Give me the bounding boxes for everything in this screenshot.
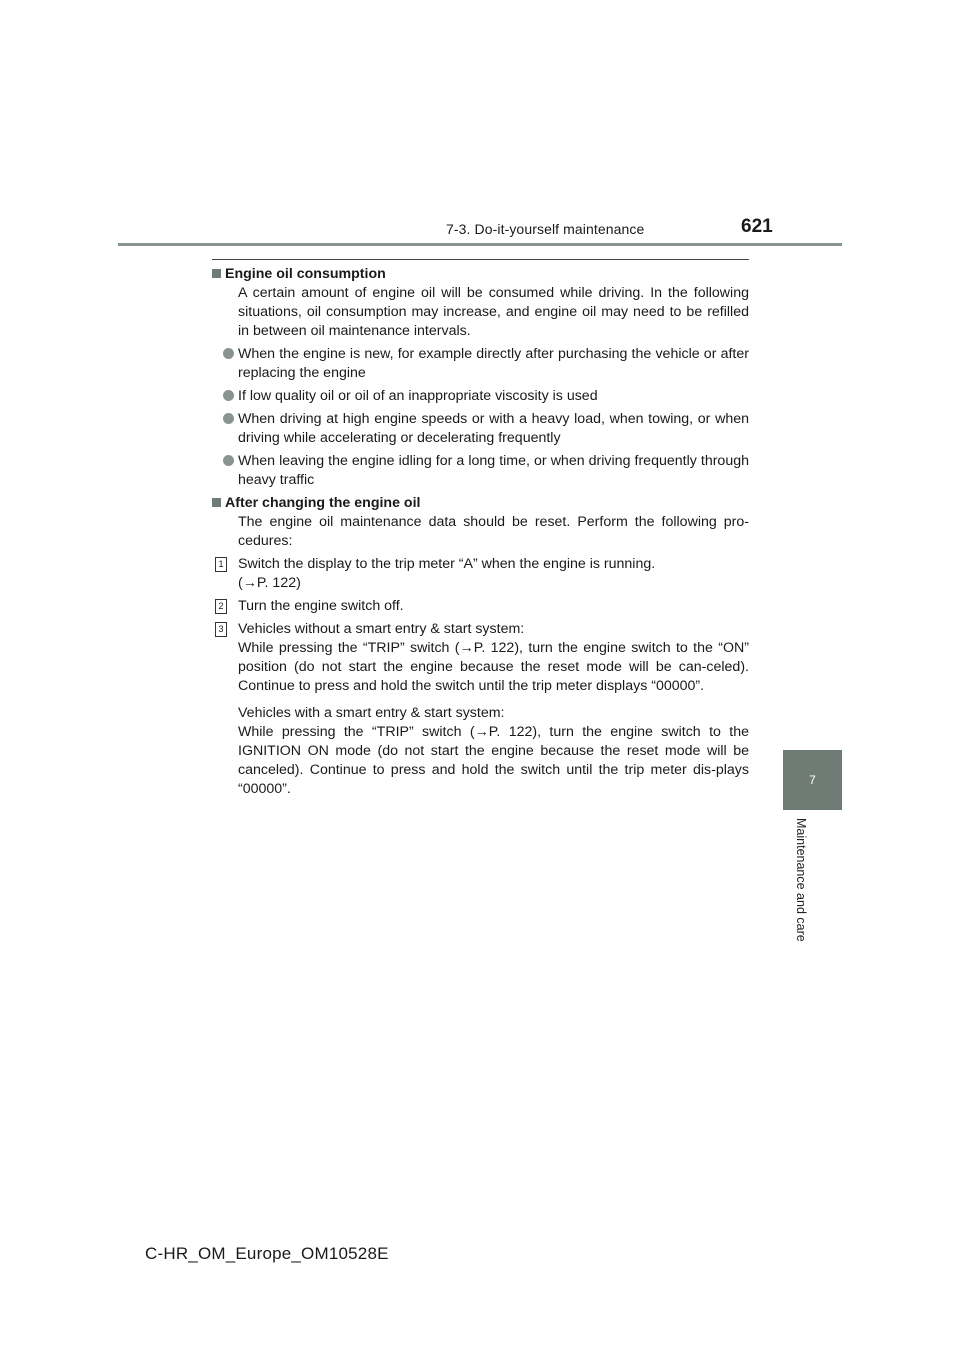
step-number-box: 1 — [215, 557, 227, 572]
section-title: 7-3. Do-it-yourself maintenance — [446, 221, 645, 237]
step-number-box: 2 — [215, 599, 227, 614]
square-bullet-icon — [212, 498, 221, 507]
chapter-number: 7 — [809, 773, 816, 787]
circle-bullet-icon — [223, 390, 234, 401]
header-divider — [118, 243, 842, 246]
section-heading: After changing the engine oil — [212, 494, 749, 513]
step-item: 2 Turn the engine switch off. — [212, 597, 749, 616]
circle-bullet-icon — [223, 455, 234, 466]
step-item: 1 Switch the display to the trip meter “A” when the engine is running. (→P. 122) — [212, 555, 749, 593]
square-bullet-icon — [212, 269, 221, 278]
list-item: When the engine is new, for example directly after purchasing the vehicle or after replacing the engine — [212, 345, 749, 383]
step-subparagraph: Vehicles with a smart entry & start system: While pressing the “TRIP” switch (→P. 122), turn the engine switch to the IGNITION ON mode (do not start the engine because the reset mode will be canceled). Continue to press and hold the switch until the trip meter dis-plays “00000”. — [238, 705, 749, 797]
section-heading: Engine oil consumption — [212, 265, 749, 284]
chapter-label: Maintenance and care — [794, 818, 808, 942]
content-divider — [212, 259, 749, 260]
chapter-tab — [783, 750, 842, 810]
list-item: When driving at high engine speeds or with a heavy load, when towing, or when driving while accelerating or decelerating frequently — [212, 410, 749, 448]
page-content — [212, 265, 749, 799]
document-id: C-HR_OM_Europe_OM10528E — [145, 1244, 389, 1263]
list-item: When leaving the engine idling for a long time, or when driving frequently through heavy traffic — [212, 452, 749, 490]
circle-bullet-icon — [223, 413, 234, 424]
page-number: 621 — [741, 216, 773, 237]
list-item: If low quality oil or oil of an inappropriate viscosity is used — [212, 387, 749, 406]
section-intro: A certain amount of engine oil will be consumed while driving. In the following situations, oil consumption may increase, and engine oil may need to be refilled in between oil maintenance intervals. — [238, 285, 749, 339]
step-item: 3 Vehicles without a smart entry & start system: While pressing the “TRIP” switch (→P. 122), turn the engine switch to the “ON” position (do not start the engine because the reset mode will be can-celed). Continue to press and hold the switch until the trip meter displays “00000”. — [212, 620, 749, 696]
section-intro: The engine oil maintenance data should be reset. Perform the following pro-cedures: — [238, 514, 749, 549]
circle-bullet-icon — [223, 348, 234, 359]
step-number-box: 3 — [215, 622, 227, 637]
